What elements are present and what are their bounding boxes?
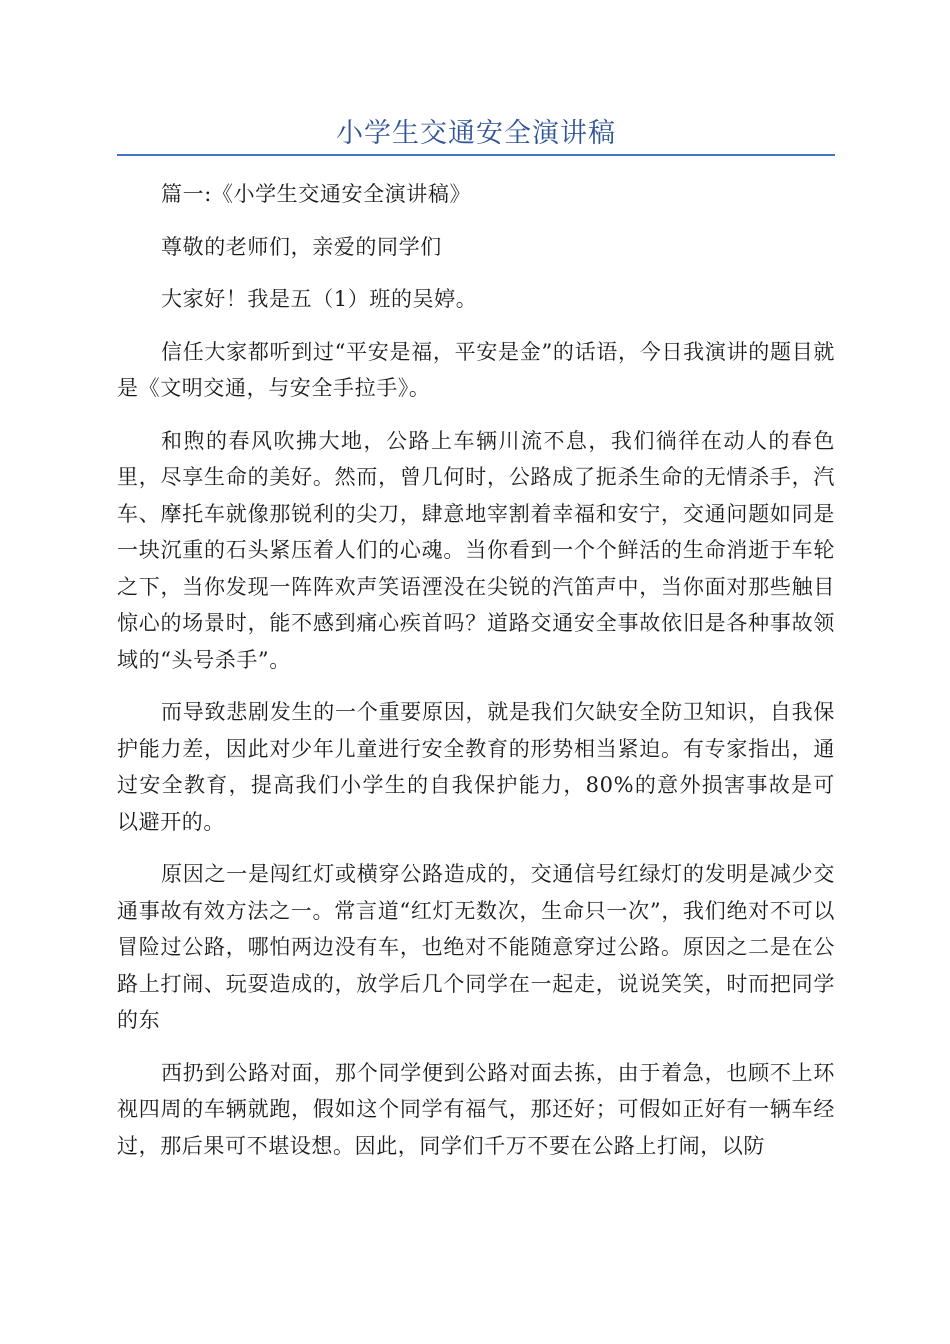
paragraph: 西扔到公路对面，那个同学便到公路对面去拣，由于着急，也顾不上环视四周的车辆就跑，假如这个同学有福气，那还好；可假如正好有一辆车经过，那后果可不堪设想。因此，同学们千万不要在公路上打闹，以防 — [117, 1060, 835, 1158]
document-title: 小学生交通安全演讲稿 — [336, 118, 616, 149]
document-body — [117, 176, 835, 1180]
paragraph: 而导致悲剧发生的一个重要原因，就是我们欠缺安全防卫知识，自我保护能力差，因此对少年儿童进行安全教育的形势相当紧迫。有专家指出，通过安全教育，提高我们小学生的自我保护能力，80%的意外损害事故是可以避开的。 — [117, 700, 835, 834]
paragraph: 原因之一是闯红灯或横穿公路造成的，交通信号红绿灯的发明是减少交通事故有效方法之一。常言道“红灯无数次，生命只一次”，我们绝对不可以冒险过公路，哪怕两边没有车，也绝对不能随意穿过公路。原因之二是在公路上打闹、玩耍造成的，放学后几个同学在一起走，说说笑笑，时而把同学的东 — [117, 862, 835, 1032]
paragraph-heading: 篇一:《小学生交通安全演讲稿》 — [161, 182, 472, 206]
title-underline — [117, 154, 835, 156]
paragraph: 和煦的春风吹拂大地，公路上车辆川流不息，我们徜徉在动人的春色里，尽享生命的美好。然而，曾几何时，公路成了扼杀生命的无情杀手，汽车、摩托车就像那锐利的尖刀，肆意地宰割着幸福和安宁，交通问题如同是一块沉重的石头紧压着人们的心魂。当你看到一个个鲜活的生命消逝于车轮之下，当你发现一阵阵欢声笑语湮没在尖锐的汽笛声中，当你面对那些触目惊心的场景时，能不感到痛心疾首吗？道路交通安全事故依旧是各种事故领域的“头号杀手”。 — [117, 428, 835, 672]
paragraph-greeting: 大家好！我是五（1）班的吴婷。 — [161, 287, 478, 311]
paragraph: 信任大家都听到过“平安是福，平安是金”的话语，今日我演讲的题目就是《文明交通，与安全手拉手》。 — [117, 339, 835, 400]
paragraph-salutation: 尊敬的老师们，亲爱的同学们 — [161, 234, 442, 259]
